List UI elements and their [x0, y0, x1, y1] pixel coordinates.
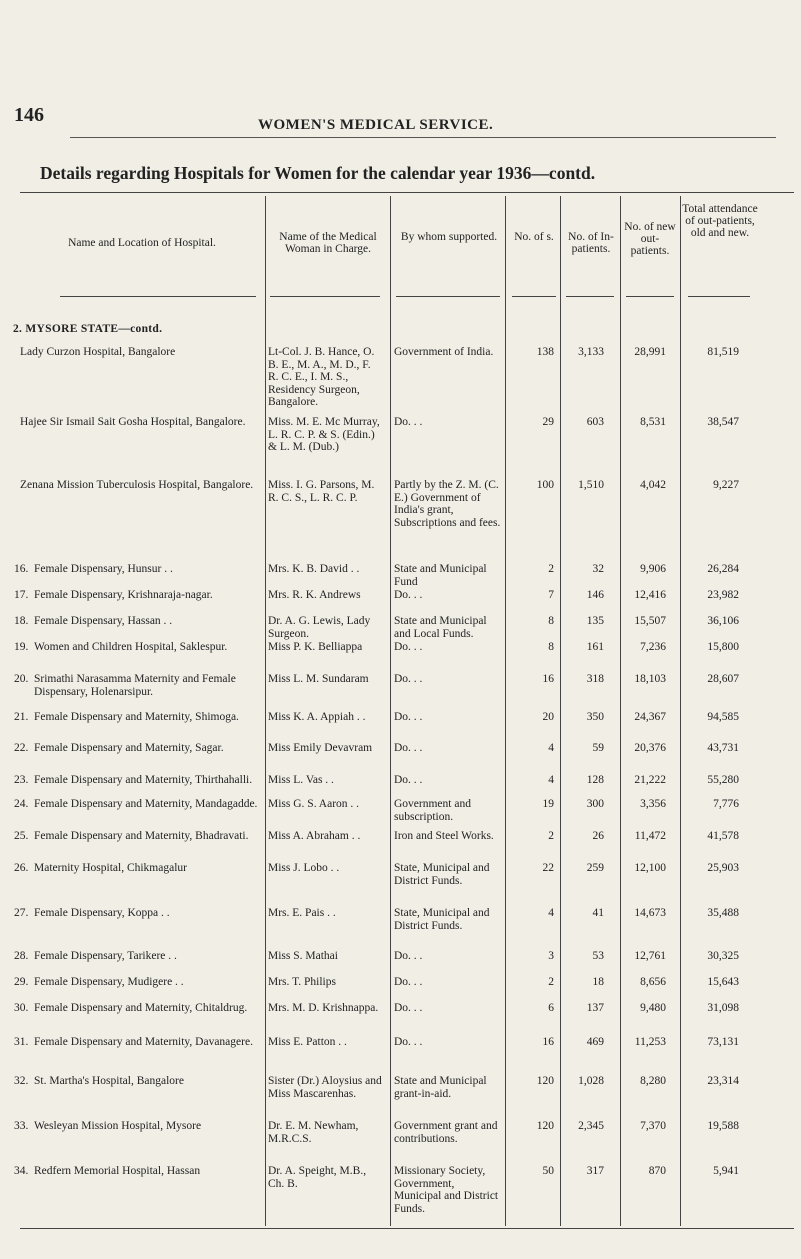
medical-woman-in-charge: Miss. M. E. Mc Murray, L. R. C. P. & S. (Edin.) & L. M. (Dub.) — [268, 416, 380, 453]
new-outpatients-count: 8,280 — [640, 1075, 666, 1087]
inpatients-count: 1,510 — [578, 479, 604, 491]
beds-count: 2 — [548, 563, 554, 575]
beds-count: 20 — [542, 711, 554, 723]
new-outpatients-count: 28,991 — [634, 346, 666, 358]
total-attendance-count: 23,982 — [707, 589, 739, 601]
inpatients-count: 300 — [586, 798, 604, 810]
medical-woman-in-charge: Dr. A. G. Lewis, Lady Surgeon. — [268, 615, 371, 640]
row-number: 21. — [14, 711, 29, 723]
supported-by: Do. . . — [394, 711, 423, 723]
medical-woman-in-charge: Miss S. Mathai — [268, 950, 338, 962]
row-number: 19. — [14, 641, 29, 653]
new-outpatients-count: 8,656 — [640, 976, 666, 988]
new-outpatients-count: 870 — [648, 1165, 666, 1177]
new-outpatients-count: 12,416 — [634, 589, 666, 601]
hospital-name: Female Dispensary, Hunsur . . — [34, 563, 173, 575]
column-divider — [680, 196, 681, 1226]
hospital-name: Female Dispensary and Maternity, Sagar. — [34, 742, 224, 754]
medical-woman-in-charge: Miss L. Vas . . — [268, 774, 334, 786]
page-title: Details regarding Hospitals for Women for the calendar year 1936—contd. — [40, 163, 596, 183]
medical-woman-in-charge: Mrs. E. Pais . . — [268, 907, 336, 919]
inpatients-count: 135 — [586, 615, 604, 627]
total-attendance-count: 73,131 — [707, 1036, 739, 1048]
supported-by: Government of India. — [394, 346, 494, 358]
col-head-name: Name and Location of Hospital. — [68, 237, 216, 249]
row-number: 33. — [14, 1120, 29, 1132]
hospital-name: Lady Curzon Hospital, Bangalore — [20, 346, 176, 358]
medical-woman-in-charge: Mrs. M. D. Krishnappa. — [268, 1002, 379, 1014]
new-outpatients-count: 20,376 — [634, 742, 666, 754]
new-outpatients-count: 12,761 — [634, 950, 666, 962]
row-number: 17. — [14, 589, 29, 601]
running-head: WOMEN'S MEDICAL SERVICE. — [258, 117, 494, 133]
medical-woman-in-charge: Miss Emily Devavram — [268, 742, 373, 754]
total-attendance-count: 35,488 — [707, 907, 739, 919]
beds-count: 4 — [548, 774, 554, 786]
hospital-name: Female Dispensary, Krishnaraja-nagar. — [34, 589, 213, 601]
supported-by: Do. . . — [394, 742, 423, 754]
supported-by: Iron and Steel Works. — [394, 830, 494, 842]
beds-count: 50 — [542, 1165, 554, 1177]
medical-woman-in-charge: Sister (Dr.) Aloysius and Miss Mascarenhas. — [268, 1075, 382, 1100]
inpatients-count: 603 — [586, 416, 604, 428]
beds-count: 8 — [548, 641, 554, 653]
hospital-name: Srimathi Narasamma Maternity and Female Dispensary, Holenarsipur. — [34, 673, 236, 698]
supported-by: Missionary Society, Government, Municipal and District Funds. — [394, 1165, 499, 1215]
table-bottom-rule — [20, 1228, 794, 1229]
header-underline — [566, 296, 614, 297]
medical-woman-in-charge: Miss L. M. Sundaram — [268, 673, 369, 685]
new-outpatients-count: 21,222 — [634, 774, 666, 786]
new-outpatients-count: 24,367 — [634, 711, 666, 723]
row-number: 20. — [14, 673, 29, 685]
hospital-name: Female Dispensary and Maternity, Davanagere. — [34, 1036, 253, 1048]
row-number: 26. — [14, 862, 29, 874]
hospital-name: Female Dispensary and Maternity, Shimoga. — [34, 711, 239, 723]
total-attendance-count: 94,585 — [707, 711, 739, 723]
medical-woman-in-charge: Miss A. Abraham . . — [268, 830, 361, 842]
beds-count: 6 — [548, 1002, 554, 1014]
hospital-name: Redfern Memorial Hospital, Hassan — [34, 1165, 201, 1177]
total-attendance-count: 43,731 — [707, 742, 739, 754]
medical-woman-in-charge: Miss E. Patton . . — [268, 1036, 347, 1048]
inpatients-count: 1,028 — [578, 1075, 604, 1087]
page-number: 146 — [14, 104, 44, 126]
medical-woman-in-charge: Dr. A. Speight, M.B., Ch. B. — [268, 1165, 367, 1190]
beds-count: 120 — [536, 1120, 554, 1132]
beds-count: 2 — [548, 976, 554, 988]
col-head-beds: No. of s. — [514, 231, 554, 243]
hospital-name: Maternity Hospital, Chikmagalur — [34, 862, 187, 874]
column-divider — [390, 196, 391, 1226]
table-top-rule — [20, 192, 794, 193]
col-head-inpatients: No. of In-patients. — [568, 231, 614, 255]
hospital-name: St. Martha's Hospital, Bangalore — [34, 1075, 184, 1087]
total-attendance-count: 9,227 — [713, 479, 739, 491]
new-outpatients-count: 8,531 — [640, 416, 666, 428]
beds-count: 3 — [548, 950, 554, 962]
beds-count: 4 — [548, 907, 554, 919]
new-outpatients-count: 14,673 — [634, 907, 666, 919]
section-heading: 2. MYSORE STATE—contd. — [13, 323, 163, 335]
supported-by: State and Municipal grant-in-aid. — [394, 1075, 487, 1100]
inpatients-count: 59 — [592, 742, 604, 754]
row-number: 16. — [14, 563, 29, 575]
row-number: 32. — [14, 1075, 29, 1087]
hospital-name: Female Dispensary, Mudigere . . — [34, 976, 184, 988]
inpatients-count: 53 — [592, 950, 604, 962]
total-attendance-count: 19,588 — [707, 1120, 739, 1132]
hospital-name: Female Dispensary, Tarikere . . — [34, 950, 177, 962]
supported-by: Partly by the Z. M. (C. E.) Government of India's grant, Subscriptions and fees. — [394, 479, 501, 529]
total-attendance-count: 7,776 — [713, 798, 739, 810]
supported-by: Government grant and contributions. — [394, 1120, 498, 1145]
beds-count: 16 — [542, 1036, 554, 1048]
beds-count: 22 — [542, 862, 554, 874]
hospital-name: Female Dispensary and Maternity, Thirthahalli. — [34, 774, 253, 786]
inpatients-count: 146 — [586, 589, 604, 601]
beds-count: 120 — [536, 1075, 554, 1087]
header-underline — [626, 296, 674, 297]
medical-woman-in-charge: Mrs. R. K. Andrews — [268, 589, 361, 601]
col-head-new-outpatients: No. of new out-patients. — [624, 221, 676, 257]
col-head-total-attendance: Total attendance of out-patients, old and new. — [682, 203, 758, 239]
inpatients-count: 318 — [586, 673, 604, 685]
supported-by: Do. . . — [394, 673, 423, 685]
medical-woman-in-charge: Miss P. K. Belliappa — [268, 641, 363, 653]
row-number: 22. — [14, 742, 29, 754]
beds-count: 7 — [548, 589, 554, 601]
supported-by: Government and subscription. — [394, 798, 471, 823]
beds-count: 16 — [542, 673, 554, 685]
beds-count: 8 — [548, 615, 554, 627]
row-number: 29. — [14, 976, 29, 988]
col-head-supported: By whom supported. — [400, 231, 498, 243]
beds-count: 29 — [542, 416, 554, 428]
supported-by: State, Municipal and District Funds. — [394, 862, 490, 887]
new-outpatients-count: 18,103 — [634, 673, 666, 685]
medical-woman-in-charge: Miss K. A. Appiah . . — [268, 711, 366, 723]
hospital-name: Female Dispensary and Maternity, Chitaldrug. — [34, 1002, 248, 1014]
total-attendance-count: 55,280 — [707, 774, 739, 786]
inpatients-count: 2,345 — [578, 1120, 604, 1132]
medical-woman-in-charge: Miss J. Lobo . . — [268, 862, 340, 874]
new-outpatients-count: 3,356 — [640, 798, 666, 810]
new-outpatients-count: 7,370 — [640, 1120, 666, 1132]
inpatients-count: 18 — [592, 976, 604, 988]
header-underline — [512, 296, 556, 297]
total-attendance-count: 31,098 — [707, 1002, 739, 1014]
supported-by: State and Municipal and Local Funds. — [394, 615, 487, 640]
new-outpatients-count: 4,042 — [640, 479, 666, 491]
beds-count: 100 — [536, 479, 554, 491]
inpatients-count: 137 — [586, 1002, 604, 1014]
medical-woman-in-charge: Miss. I. G. Parsons, M. R. C. S., L. R. C. P. — [268, 479, 375, 504]
hospital-name: Hajee Sir Ismail Sait Gosha Hospital, Bangalore. — [20, 416, 246, 428]
supported-by: Do. . . — [394, 1036, 423, 1048]
beds-count: 19 — [542, 798, 554, 810]
row-number: 28. — [14, 950, 29, 962]
supported-by: Do. . . — [394, 416, 423, 428]
supported-by: Do. . . — [394, 1002, 423, 1014]
total-attendance-count: 25,903 — [707, 862, 739, 874]
medical-woman-in-charge: Mrs. K. B. David . . — [268, 563, 360, 575]
inpatients-count: 128 — [586, 774, 604, 786]
supported-by: Do. . . — [394, 950, 423, 962]
new-outpatients-count: 15,507 — [634, 615, 666, 627]
total-attendance-count: 38,547 — [707, 416, 739, 428]
hospital-name: Wesleyan Mission Hospital, Mysore — [34, 1120, 202, 1132]
total-attendance-count: 15,800 — [707, 641, 739, 653]
inpatients-count: 3,133 — [578, 346, 604, 358]
medical-woman-in-charge: Mrs. T. Philips — [268, 976, 336, 988]
supported-by: Do. . . — [394, 976, 423, 988]
inpatients-count: 259 — [586, 862, 604, 874]
inpatients-count: 161 — [586, 641, 604, 653]
row-number: 24. — [14, 798, 29, 810]
new-outpatients-count: 7,236 — [640, 641, 666, 653]
beds-count: 138 — [536, 346, 554, 358]
header-underline — [270, 296, 380, 297]
row-number: 34. — [14, 1165, 29, 1177]
row-number: 30. — [14, 1002, 29, 1014]
inpatients-count: 317 — [586, 1165, 604, 1177]
total-attendance-count: 5,941 — [713, 1165, 739, 1177]
supported-by: State, Municipal and District Funds. — [394, 907, 490, 932]
row-number: 18. — [14, 615, 29, 627]
new-outpatients-count: 11,472 — [634, 830, 666, 842]
header-underline — [688, 296, 750, 297]
new-outpatients-count: 9,906 — [640, 563, 666, 575]
total-attendance-count: 30,325 — [707, 950, 739, 962]
total-attendance-count: 15,643 — [707, 976, 739, 988]
hospital-name: Zenana Mission Tuberculosis Hospital, Bangalore. — [20, 479, 254, 491]
header-underline — [396, 296, 500, 297]
inpatients-count: 350 — [586, 711, 604, 723]
inpatients-count: 41 — [592, 907, 604, 919]
total-attendance-count: 41,578 — [707, 830, 739, 842]
medical-woman-in-charge: Dr. E. M. Newham, M.R.C.S. — [268, 1120, 359, 1145]
col-head-charge: Name of the Medical Woman in Charge. — [279, 231, 377, 255]
medical-woman-in-charge: Lt-Col. J. B. Hance, O. B. E., M. A., M. D., F. R. C. E., I. M. S., Residency Surgeon, Bangalore. — [268, 346, 375, 408]
row-number: 25. — [14, 830, 29, 842]
column-divider — [505, 196, 506, 1226]
beds-count: 2 — [548, 830, 554, 842]
row-number: 31. — [14, 1036, 29, 1048]
supported-by: Do. . . — [394, 774, 423, 786]
row-number: 27. — [14, 907, 29, 919]
medical-woman-in-charge: Miss G. S. Aaron . . — [268, 798, 360, 810]
hospital-name: Female Dispensary, Hassan . . — [34, 615, 173, 627]
supported-by: State and Municipal Fund — [394, 563, 487, 588]
new-outpatients-count: 11,253 — [634, 1036, 666, 1048]
inpatients-count: 32 — [592, 563, 604, 575]
total-attendance-count: 81,519 — [707, 346, 739, 358]
new-outpatients-count: 12,100 — [634, 862, 666, 874]
inpatients-count: 469 — [586, 1036, 604, 1048]
row-number: 23. — [14, 774, 29, 786]
supported-by: Do. . . — [394, 589, 423, 601]
total-attendance-count: 23,314 — [707, 1075, 739, 1087]
new-outpatients-count: 9,480 — [640, 1002, 666, 1014]
hospital-name: Female Dispensary and Maternity, Mandagadde. — [34, 798, 258, 810]
total-attendance-count: 26,284 — [707, 563, 739, 575]
total-attendance-count: 28,607 — [707, 673, 739, 685]
inpatients-count: 26 — [592, 830, 604, 842]
beds-count: 4 — [548, 742, 554, 754]
header-underline — [60, 296, 256, 297]
header-rule — [70, 137, 776, 138]
hospital-name: Female Dispensary, Koppa . . — [34, 907, 170, 919]
supported-by: Do. . . — [394, 641, 423, 653]
total-attendance-count: 36,106 — [707, 615, 739, 627]
hospital-name: Women and Children Hospital, Saklespur. — [34, 641, 228, 653]
hospital-name: Female Dispensary and Maternity, Bhadravati. — [34, 830, 249, 842]
